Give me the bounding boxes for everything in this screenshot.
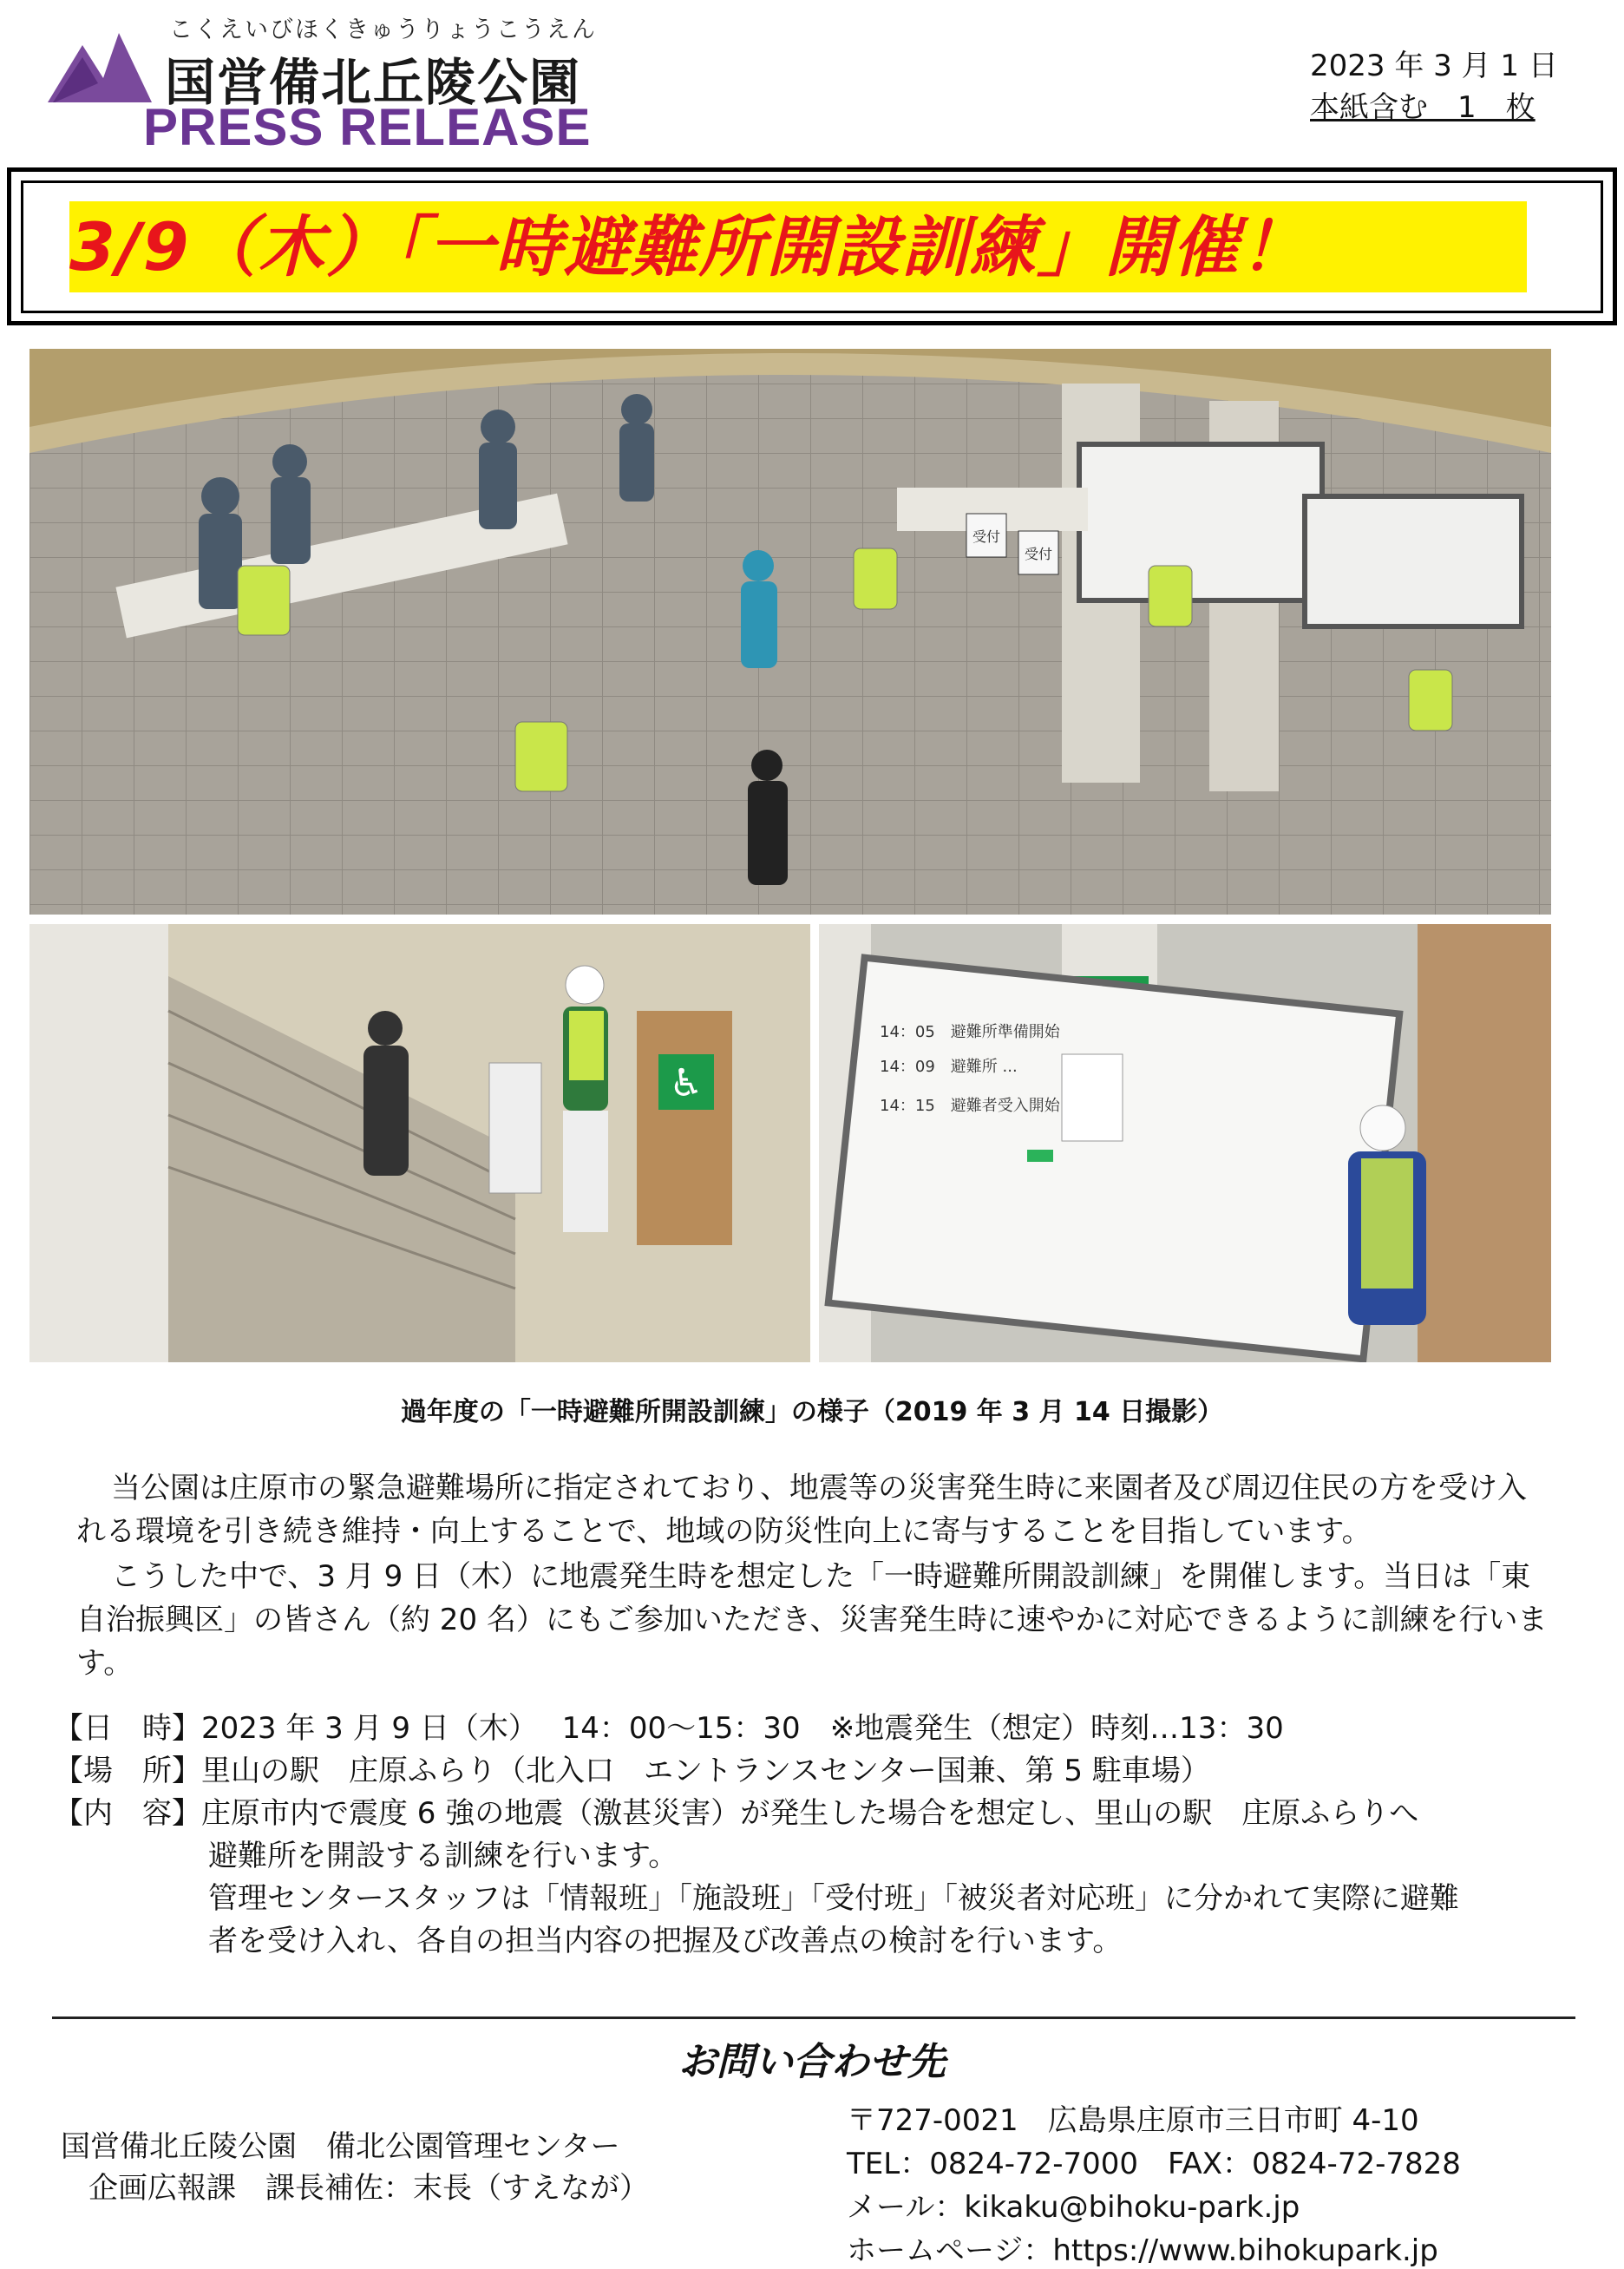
park-name-furigana: こくえいびほくきゅうりょうこうえん (169, 16, 597, 43)
detail-content-cont-3: 者を受け入れ、各自の担当内容の把握及び改善点の検討を行います。 (208, 1924, 1123, 1958)
photo-training-overview (29, 349, 1551, 915)
reception-sign-label: 受付 (972, 528, 1001, 545)
body-paragraph-1 (76, 1466, 1551, 1553)
release-date: 2023 年 3 月 1 日 (1310, 49, 1558, 83)
body-paragraph-2 (76, 1555, 1551, 1685)
page-title: 3/9（木）「一時避難所開設訓練」開催！ (69, 208, 1308, 285)
contact-email-link[interactable]: メール：kikaku@bihoku-park.jp (847, 2190, 1300, 2225)
page-count: 本紙含む 1 枚 (1310, 90, 1536, 125)
contact-divider (52, 2017, 1575, 2019)
detail-content-cont-2: 管理センタースタッフは「情報班」「施設班」「受付班」「被災者対応班」に分かれて実際に避難 (208, 1881, 1459, 1916)
park-name: 国営備北丘陵公園 (165, 53, 582, 112)
reception-sign-label: 受付 (1024, 546, 1053, 562)
detail-content-cont-1: 避難所を開設する訓練を行います。 (208, 1839, 678, 1873)
photo-caption: 過年度の「一時避難所開設訓練」の様子（2019 年 3 月 14 日撮影） (400, 1397, 1224, 1427)
photo-staircase-guidance (29, 924, 810, 1362)
detail-date-time: 【日 時】2023 年 3 月 9 日（木） 14：00～15：30 ※地震発生（想定）時刻…13：30 (54, 1711, 1284, 1746)
contact-organization: 国営備北丘陵公園 備北公園管理センター (61, 2129, 620, 2164)
svg-text:♿: ♿ (669, 1061, 704, 1105)
whiteboard-note-3: 14：15 避難者受入開始 (880, 1097, 1060, 1115)
whiteboard-note-2: 14：09 避難所 ... (880, 1058, 1018, 1076)
contact-person: 企画広報課 課長補佐：末長（すえなが） (88, 2171, 649, 2206)
photo-whiteboard-recording (819, 924, 1551, 1362)
body-paragraph-2-text: こうした中で、3 月 9 日（木）に地震発生時を想定した「一時避難所開設訓練」を開催します。当日は「東自治振興区」の皆さん（約 20 名）にもご参加いただき、災害発生時に速やかに対応できるように訓練を行います。 (76, 1559, 1548, 1681)
park-logo-mountains-icon (48, 26, 152, 104)
detail-content: 【内 容】庄原市内で震度 6 強の地震（激甚災害）が発生した場合を想定し、里山の駅 庄原ふらりへ (54, 1796, 1419, 1831)
detail-place: 【場 所】里山の駅 庄原ふらり（北入口 エントランスセンター国兼、第 5 駐車場） (54, 1754, 1210, 1788)
body-paragraph-1-text: 当公園は庄原市の緊急避難場所に指定されており、地震等の災害発生時に来園者及び周辺住民の方を受け入れる環境を引き続き維持・向上することで、地域の防災性向上に寄与することを目指しています。 (76, 1471, 1527, 1549)
event-details (54, 1708, 1459, 1963)
contact-tel-fax: TEL：0824-72-7000 FAX：0824-72-7828 (847, 2147, 1461, 2181)
whiteboard-note-1: 14：05 避難所準備開始 (880, 1023, 1060, 1041)
contact-heading: お問い合わせ先 (678, 2040, 946, 2084)
press-release-label: PRESS RELEASE (143, 98, 592, 156)
contact-address: 〒727-0021 広島県庄原市三日市町 4-10 (847, 2103, 1419, 2138)
contact-homepage-link[interactable]: ホームページ：https://www.bihokupark.jp (847, 2233, 1438, 2268)
